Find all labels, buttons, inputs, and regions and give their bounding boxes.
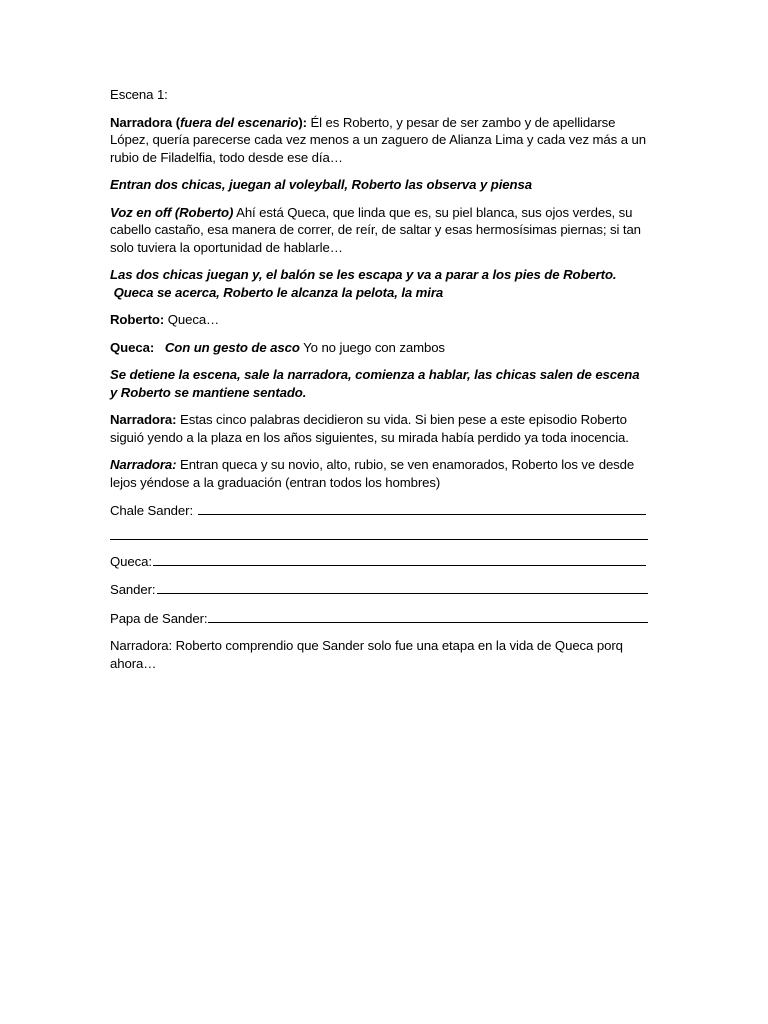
blank-label: Chale Sander: [110,503,197,518]
blank-chale-sander [110,501,648,520]
speaker-label-close: ): [298,114,307,130]
speaker-label: Voz en off (Roberto) [110,204,234,220]
speaker-aside: fuera del escenario [180,114,299,130]
speaker-label: Narradora: [110,457,177,472]
answer-line[interactable] [153,552,646,566]
stage-direction-2 [110,266,648,301]
answer-line-continued[interactable] [110,524,648,540]
narration-paragraph-4: Narradora: Roberto comprendio que Sander solo fue una etapa en la vida de Queca porq ahora… [110,638,623,671]
paragraph-text: Entran queca y su novio, alto, rubio, se ven enamorados, Roberto los ve desde lejos yéndose a la graduación (entran todos los hombres) [110,457,635,490]
paragraph-text: Ahí está Queca, que linda que es, su piel blanca, sus ojos verdes, su cabello castaño, esa manera de correr, de reír, de saltar y esas hermosísimas piernas; si tan solo tuviera la oportunidad de hablarle… [110,204,641,255]
paragraph-text: Estas cinco palabras decidieron su vida. Si bien pese a este episodio Roberto siguió yendo a la plaza en los años siguientes, su mirada había perdido ya toda inocencia. [110,412,629,445]
blank-papa-de-sander [110,609,648,628]
stage-direction-3: Se detiene la escena, sale la narradora, comienza a hablar, las chicas salen de escena y Roberto se mantiene sentado. [110,367,640,400]
blank-label: Queca: [110,553,152,569]
voiceover-paragraph [110,204,648,257]
speaker-label: Narradora: [110,412,177,427]
answer-line[interactable] [198,501,646,515]
paragraph-text: Él es Roberto, y pesar de ser zambo y de apellidarse López, quería parecerse cada vez menos a un zaguero de Alianza Lima y cada vez más a un rubio de Filadelfia, todo desde ese día… [110,114,646,165]
dialogue-roberto [110,311,648,329]
narration-paragraph-2 [110,411,648,446]
speaker-label: Roberto: [110,312,165,327]
speaker-label: Narradora ( [110,114,180,130]
blank-sander [110,580,648,599]
speaker-label: Queca: [110,339,155,355]
dialogue-text: Yo no juego con zambos [299,339,445,355]
narration-paragraph-3 [110,456,648,491]
stage-direction-2-line-2: Queca se acerca, Roberto le alcanza la pelota, la mira [110,284,444,300]
blank-label: Papa de Sander: [110,610,208,626]
inline-direction: Con un gesto de asco [164,339,300,355]
answer-line[interactable] [208,609,648,623]
narration-paragraph-1 [110,114,648,167]
blank-queca [110,552,648,571]
stage-direction-1: Entran dos chicas, juegan al voleyball, Roberto las observa y piensa [110,177,532,192]
answer-line[interactable] [157,580,649,594]
scene-title: Escena 1: [110,87,168,102]
dialogue-queca [110,339,648,357]
dialogue-text: Queca… [164,312,220,327]
blank-label: Sander: [110,582,156,597]
stage-direction-2-line-1: Las dos chicas juegan y, el balón se les escapa y va a parar a los pies de Roberto. [110,267,617,282]
